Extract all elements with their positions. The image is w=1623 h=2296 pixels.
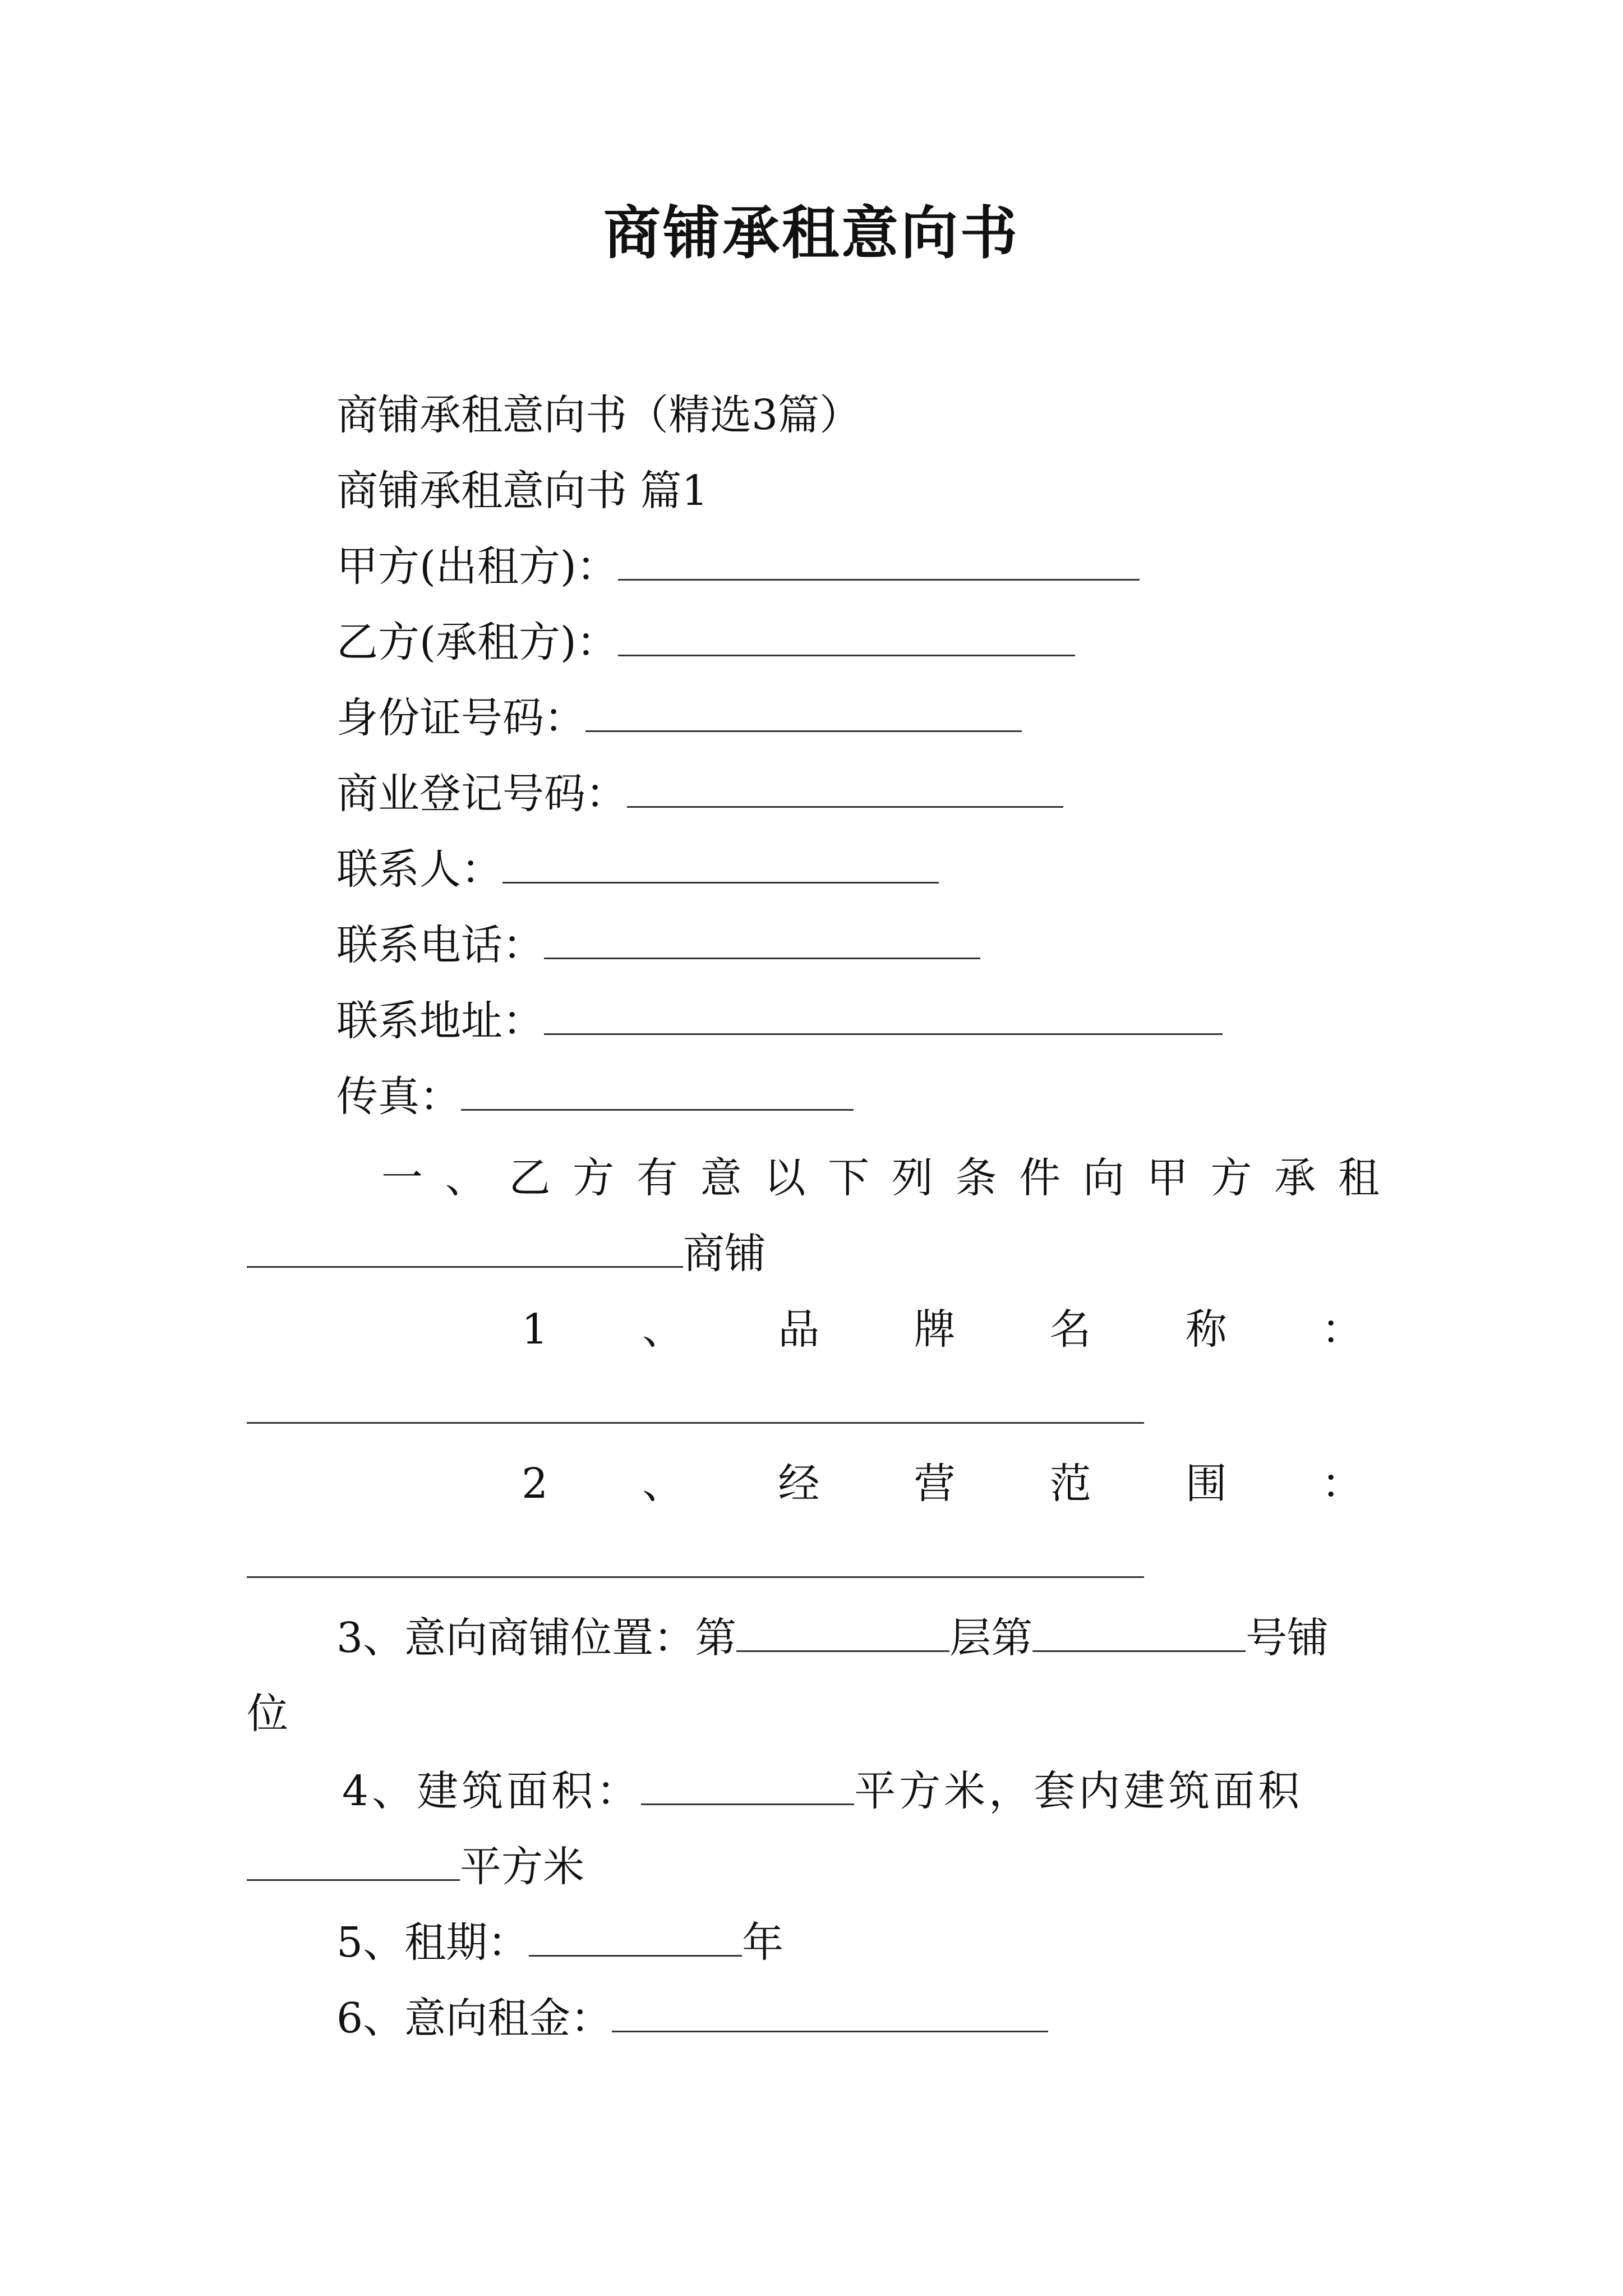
business-reg-row	[336, 769, 1063, 819]
clause-one-char: 一	[381, 1154, 423, 1202]
clause-one-char: 租	[1338, 1154, 1380, 1202]
item2-char: 经	[778, 1460, 820, 1508]
clause-one-char: 甲	[1146, 1154, 1188, 1202]
contact-phone-label: 联系电话：	[336, 921, 544, 969]
item4-wrap	[247, 1842, 584, 1892]
id-number-label: 身份证号码：	[336, 694, 585, 742]
business-scope-blank[interactable]	[247, 1576, 1144, 1578]
party-a-label: 甲方(出租方)：	[336, 542, 618, 591]
clause-one-char: 列	[891, 1154, 933, 1202]
item2-char: ：	[1321, 1460, 1363, 1508]
item2-char: 、	[642, 1460, 684, 1508]
item1-char: 1	[522, 1305, 548, 1354]
item4-prefix: 4、建筑面积：	[342, 1767, 642, 1815]
clause-one-char: 方	[1210, 1154, 1252, 1202]
subtitle: 商铺承租意向书（精选3篇）	[336, 391, 861, 439]
item4-mid: 平方米，套内建筑面积	[854, 1767, 1303, 1815]
business-reg-blank[interactable]	[627, 772, 1063, 808]
item1-char: 、	[642, 1305, 684, 1354]
clause-one-char: 件	[1019, 1154, 1061, 1202]
party-b-blank[interactable]	[618, 621, 1075, 656]
item1-line	[522, 1304, 1363, 1355]
contact-address-label: 联系地址：	[336, 997, 544, 1045]
item1-char: 牌	[914, 1305, 956, 1354]
item3-mid2: 号铺	[1246, 1614, 1329, 1662]
contact-phone-row	[336, 920, 980, 970]
contact-address-row	[336, 996, 1223, 1046]
item1-char: 称	[1185, 1305, 1227, 1354]
inner-area-blank[interactable]	[247, 1846, 460, 1881]
party-b-row	[336, 617, 1075, 668]
section-heading: 商铺承租意向书 篇1	[336, 467, 708, 515]
contact-phone-blank[interactable]	[544, 924, 980, 959]
item3-prefix: 3、意向商铺位置：第	[336, 1614, 737, 1662]
business-reg-label: 商业登记号码：	[336, 770, 627, 818]
item3-wrap: 位	[247, 1690, 288, 1738]
item2-char: 围	[1185, 1460, 1227, 1508]
document-title: 商铺承租意向书	[603, 200, 1020, 267]
item1-char: 名	[1049, 1305, 1091, 1354]
item2-line	[522, 1458, 1363, 1509]
item5-line	[336, 1917, 783, 1968]
building-area-blank[interactable]	[641, 1770, 854, 1805]
item3-mid1: 层第	[949, 1614, 1033, 1662]
contact-person-label: 联系人：	[336, 845, 502, 894]
id-number-row	[336, 693, 1022, 743]
brand-name-blank[interactable]	[247, 1422, 1144, 1424]
clause-one-wrap	[247, 1228, 766, 1279]
item1-char: 品	[778, 1305, 820, 1354]
clause-one-char: 条	[955, 1154, 997, 1202]
clause-one-line	[381, 1153, 1380, 1203]
item2-char: 2	[522, 1460, 548, 1508]
clause-one-char: 方	[573, 1154, 615, 1202]
fax-blank[interactable]	[461, 1075, 854, 1111]
id-number-blank[interactable]	[585, 697, 1022, 732]
item1-char: ：	[1321, 1305, 1363, 1354]
shop-blank[interactable]	[247, 1232, 683, 1268]
clause-one-char: 下	[828, 1154, 870, 1202]
clause-one-tail: 商铺	[683, 1230, 766, 1278]
clause-one-char: 意	[700, 1154, 742, 1202]
item2-char: 营	[914, 1460, 956, 1508]
clause-one-char: 、	[445, 1154, 487, 1202]
unit-number-blank[interactable]	[1032, 1617, 1246, 1652]
fax-label: 传真：	[336, 1073, 461, 1121]
party-b-label: 乙方(承租方)：	[336, 618, 618, 666]
item4-line	[342, 1766, 1303, 1816]
fax-row	[336, 1071, 854, 1122]
item5-prefix: 5、租期：	[336, 1918, 529, 1967]
clause-one-char: 有	[636, 1154, 678, 1202]
party-a-blank[interactable]	[618, 545, 1140, 581]
contact-person-blank[interactable]	[502, 848, 939, 884]
rent-blank[interactable]	[612, 1997, 1048, 2032]
item3-line	[336, 1613, 1329, 1663]
clause-one-char: 以	[764, 1154, 806, 1202]
floor-blank[interactable]	[736, 1617, 949, 1652]
clause-one-char: 向	[1082, 1154, 1124, 1202]
item4-wrap-text: 平方米	[460, 1843, 584, 1891]
contact-person-row	[336, 844, 939, 895]
item6-prefix: 6、意向租金：	[336, 1994, 612, 2042]
party-a-row	[336, 541, 1140, 592]
clause-one-char: 乙	[509, 1154, 551, 1202]
item5-suffix: 年	[742, 1918, 784, 1967]
lease-term-blank[interactable]	[529, 1921, 742, 1957]
contact-address-blank[interactable]	[544, 1000, 1223, 1035]
clause-one-char: 承	[1274, 1154, 1316, 1202]
item2-char: 范	[1049, 1460, 1091, 1508]
item6-line	[336, 1993, 1048, 2044]
